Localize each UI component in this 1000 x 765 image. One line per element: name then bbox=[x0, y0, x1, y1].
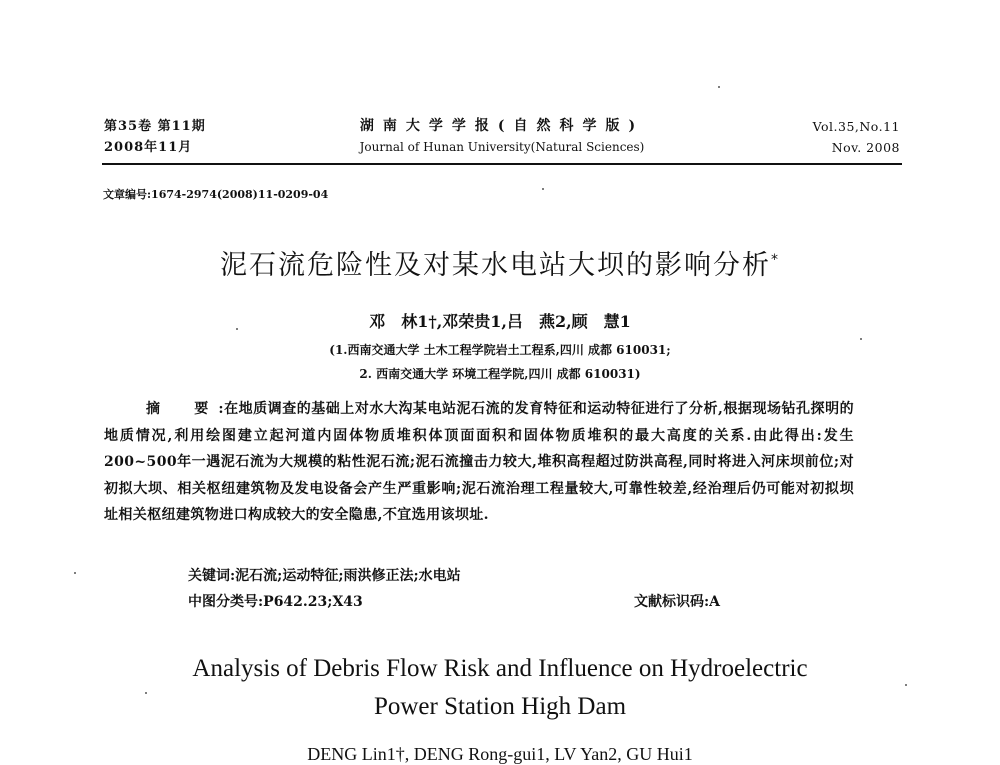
journal-name-en: Journal of Hunan University(Natural Sciences) bbox=[359, 140, 645, 154]
article-number: 文章编号:1674-2974(2008)11-0209-04 bbox=[103, 188, 329, 201]
english-title bbox=[0, 650, 1000, 726]
scan-speck bbox=[718, 86, 720, 88]
scan-speck bbox=[860, 338, 862, 340]
english-title-line-2: Power Station High Dam bbox=[373, 693, 627, 720]
english-title-line-1: Analysis of Debris Flow Risk and Influence on Hydroelectric bbox=[192, 655, 808, 682]
header-right bbox=[813, 116, 900, 158]
title-footnote-mark: * bbox=[771, 252, 780, 268]
paper-title bbox=[0, 243, 1000, 282]
clc-number: 中图分类号:P642.23;X43 bbox=[188, 594, 363, 610]
journal-header bbox=[104, 116, 900, 160]
keywords: 关键词:泥石流;运动特征;雨洪修正法;水电站 bbox=[188, 568, 461, 584]
scan-speck bbox=[905, 684, 907, 686]
affiliation-1: (1.西南交通大学 土木工程学院岩土工程系,四川 成都 610031; bbox=[329, 343, 671, 357]
scan-speck bbox=[74, 572, 76, 574]
date-cn: 2008年11月 bbox=[104, 140, 193, 155]
document-code: 文献标识码:A bbox=[634, 594, 721, 610]
scan-speck bbox=[236, 328, 238, 330]
volume-issue-en: Vol.35,No.11 bbox=[812, 119, 900, 134]
author-list: 邓 林1†,邓荣贵1,吕 燕2,顾 慧1 bbox=[369, 312, 631, 331]
abstract bbox=[104, 396, 854, 529]
english-authors: DENG Lin1†, DENG Rong-gui1, LV Yan2, GU Hui1 bbox=[307, 744, 693, 764]
volume-issue-cn: 第35卷 第11期 bbox=[104, 119, 206, 134]
abstract-text: :在地质调查的基础上对水大沟某电站泥石流的发育特征和运动特征进行了分析,根据现场钻孔探明的地质情况,利用绘图建立起河道内固体物质堆积体顶面面积和固体物质堆积的最大高度的关系.由此得出:发生200~500年一遇泥石流为大规模的粘性泥石流;泥石流撞击力较大,堆积高程超过防洪高程,同时将进入河床坝前位;对初拟大坝、相关枢纽建筑物及发电设备会产生严重影响;泥石流治理工程量较大,可靠性较差,经治理后仍可能对初拟坝址相关枢纽建筑物进口构成较大的安全隐患,不宜选用该坝址. bbox=[104, 401, 855, 523]
header-rule bbox=[102, 163, 902, 165]
abstract-label: 摘 要 bbox=[146, 401, 219, 417]
affiliation-2: 2. 西南交通大学 环境工程学院,四川 成都 610031) bbox=[359, 367, 641, 381]
paper-title-text: 泥石流危险性及对某水电站大坝的影响分析 bbox=[220, 250, 771, 281]
header-center bbox=[104, 116, 900, 158]
scan-speck bbox=[145, 692, 147, 694]
scan-speck bbox=[542, 188, 544, 190]
date-en: Nov. 2008 bbox=[831, 140, 900, 155]
journal-name-cn: 湖南大学学报(自然科学版) bbox=[359, 118, 645, 134]
